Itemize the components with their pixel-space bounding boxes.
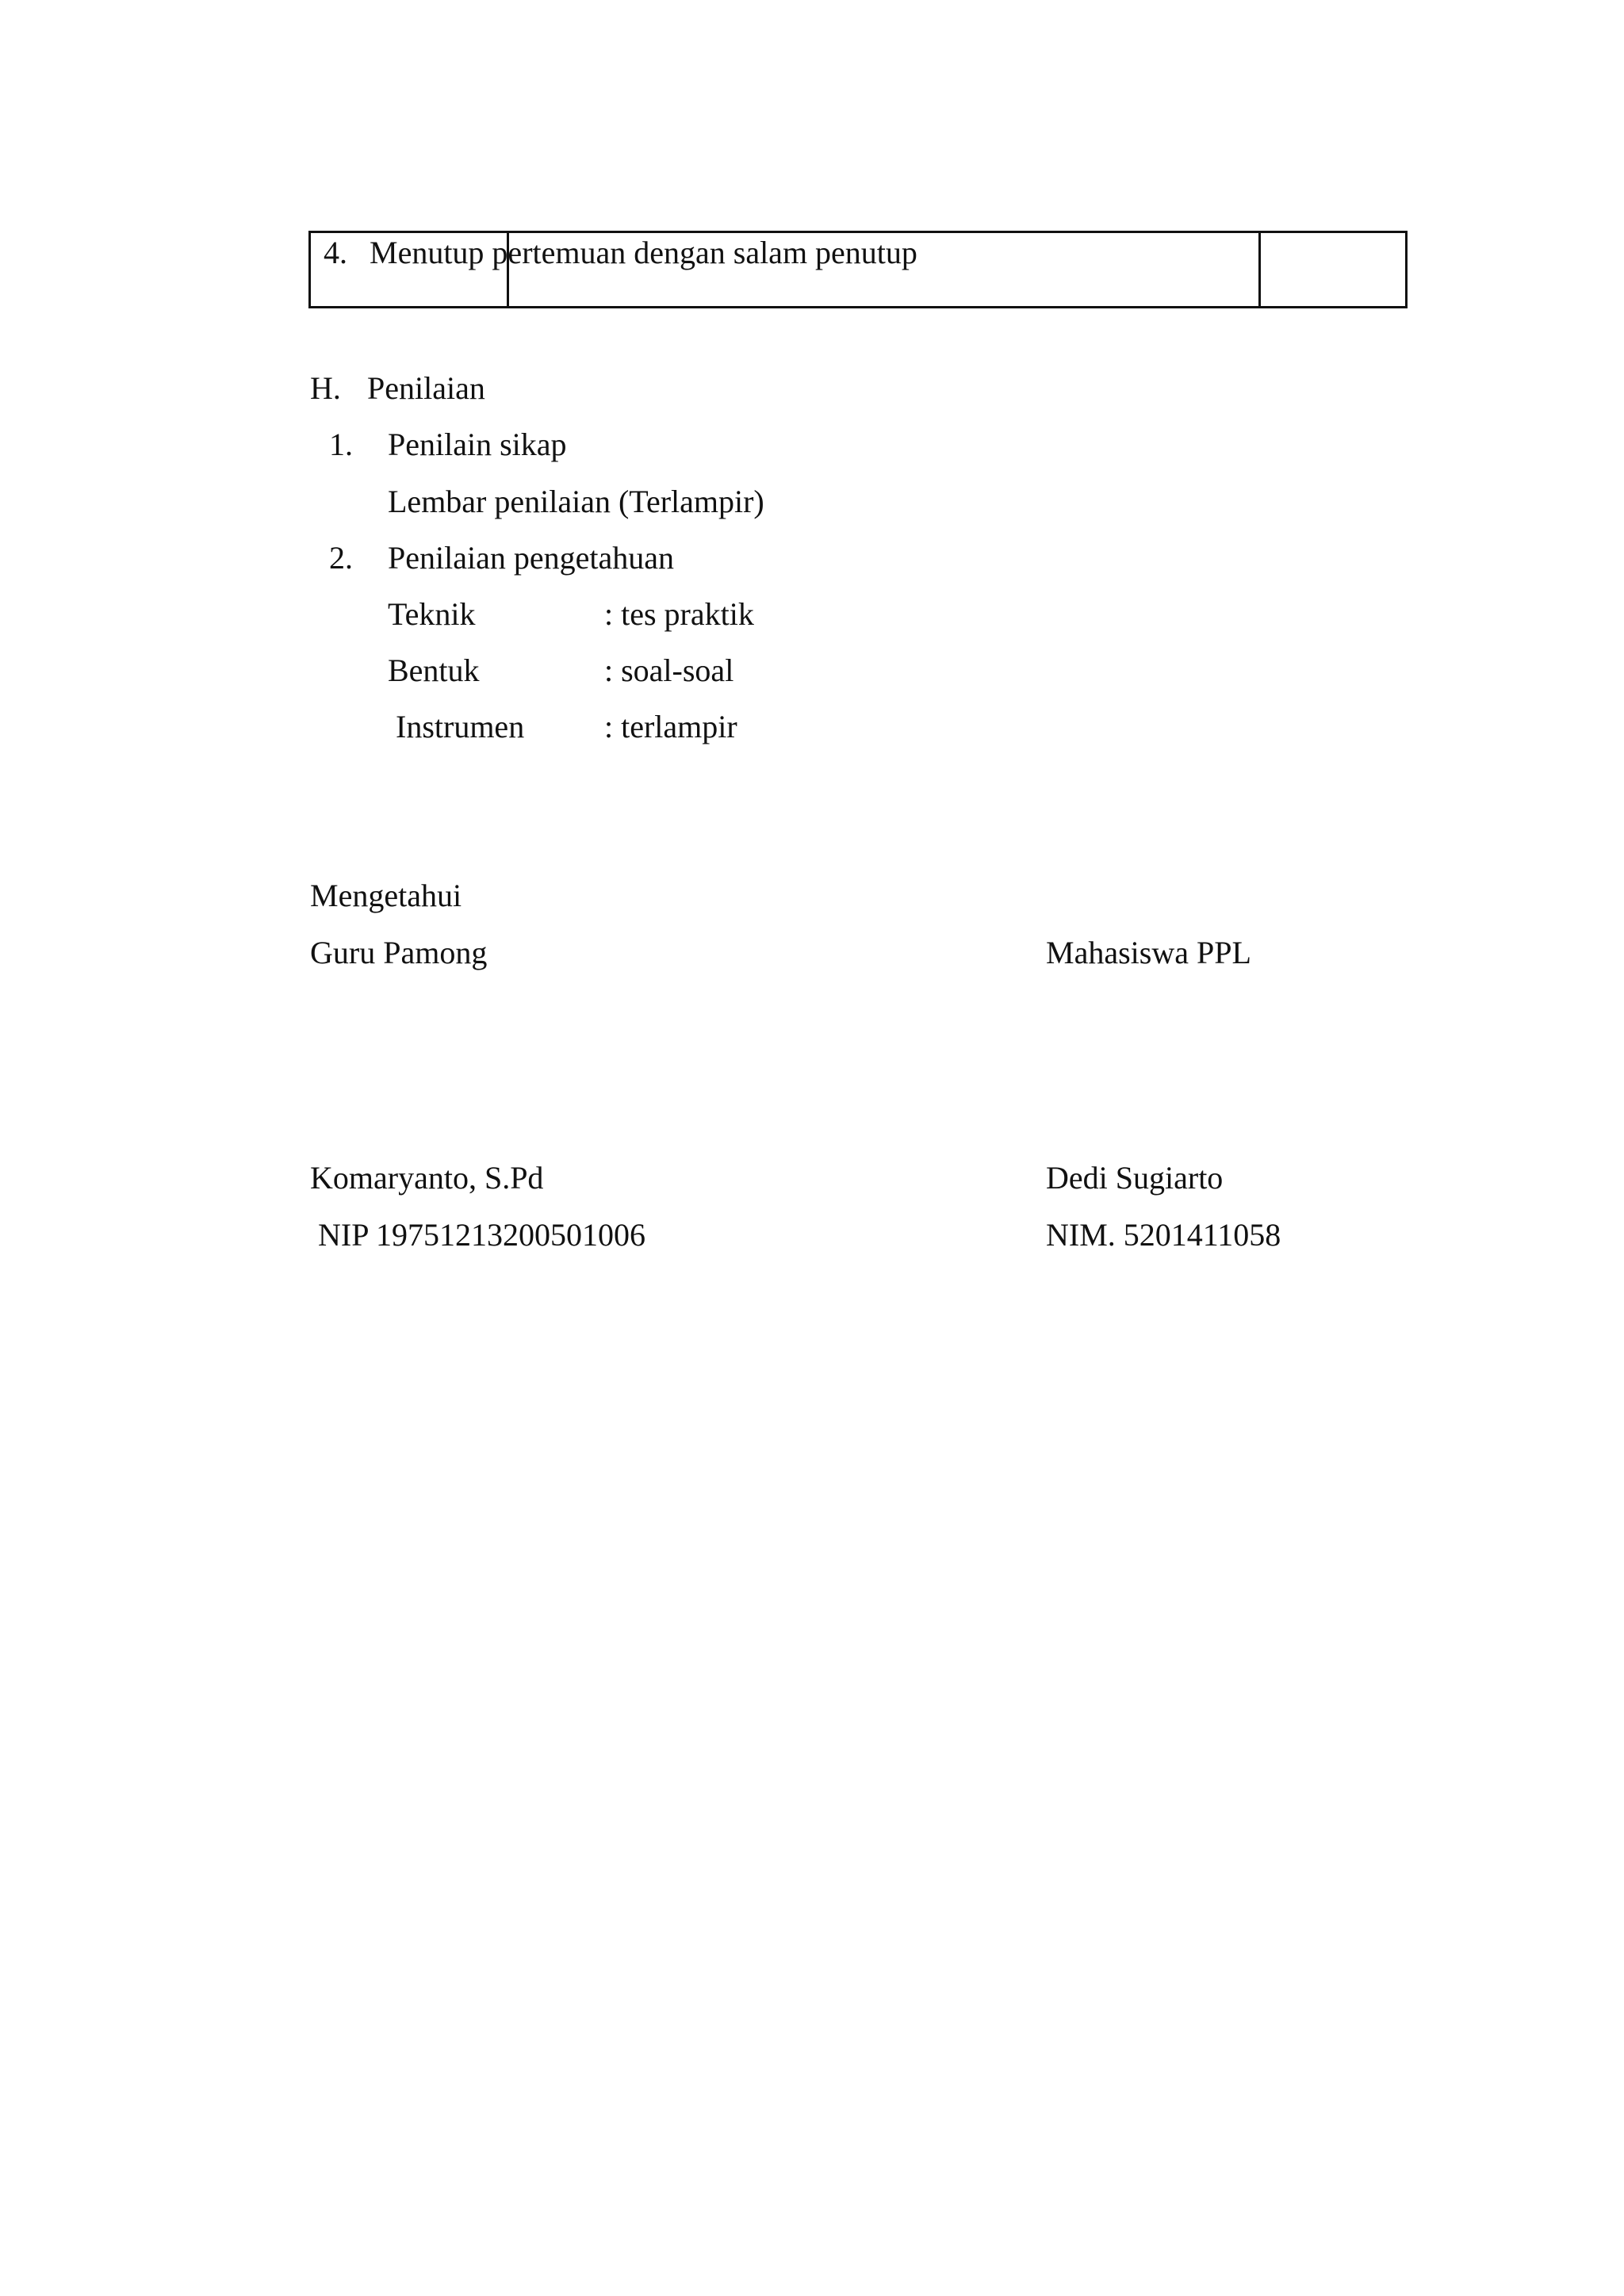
section-letter: H. [310,370,341,406]
item-1-title: Penilain sikap [388,427,567,462]
table-item-text: Menutup pertemuan dengan salam penutup [370,235,917,270]
item-2-title: Penilaian pengetahuan [388,540,674,576]
item-1-note: Lembar penilaian (Terlampir) [388,484,764,519]
right-signer-name: Dedi Sugiarto [1046,1160,1224,1196]
left-signer-role: Guru Pamong [310,935,488,970]
field-value-bentuk: : soal-soal [604,652,734,688]
left-signer-name: Komaryanto, S.Pd [310,1160,544,1196]
section-title: Penilaian [367,370,485,406]
table-item-number: 4. [324,235,347,270]
field-label-instrumen: Instrumen [396,709,525,744]
acknowledge-label: Mengetahui [310,878,462,913]
table-cell-time [1261,233,1405,306]
right-signer-id: NIM. 5201411058 [1046,1217,1281,1253]
item-2-number: 2. [329,540,353,576]
field-value-teknik: : tes praktik [604,596,754,632]
field-label-bentuk: Bentuk [388,652,480,688]
item-1-number: 1. [329,427,353,462]
field-label-teknik: Teknik [388,596,476,632]
field-value-instrumen: : terlampir [604,709,737,744]
left-signer-id: NIP 19751213200501006 [318,1217,645,1253]
right-signer-role: Mahasiswa PPL [1046,935,1251,970]
